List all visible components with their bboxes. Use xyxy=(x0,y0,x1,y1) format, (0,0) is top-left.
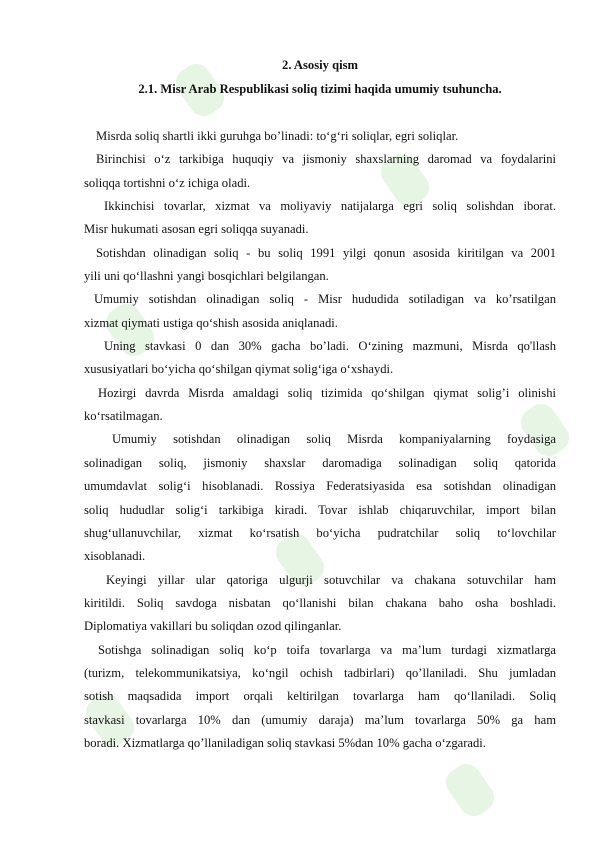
text-line: Misrda soliq shartli ikki guruhga bo’linadi: to‘g‘ri soliqlar, egri soliqlar. xyxy=(96,129,459,143)
text-line: boradi. Xizmatlarga qo’llaniladigan soliq stavkasi 5%dan 10% gacha o‘zgaradi. xyxy=(84,735,486,750)
text-line: Keyingi yillar ular qatoriga ulgurji sotuvchilar va chakana sotuvchilar ham xyxy=(106,572,556,587)
text-line: sotish maqsadida import orqali keltirilgan tovarlarga ham qo‘llaniladi. Soliq xyxy=(84,689,556,704)
text-line: xususiyatlari bo‘yicha qo‘shilgan qiymat solig‘iga o‘xshaydi. xyxy=(84,362,394,377)
text-line: soliq hududlar solig‘i tarkibiga kiradi. Tovar ishlab chiqaruvchilar, import bilan xyxy=(84,502,556,517)
text-line: Birinchisi o‘z tarkibiga huquqiy va jismoniy shaxslarning daromad va foydalarini xyxy=(96,152,556,167)
text-line: Sotishdan olinadigan soliq - bu soliq 1991 yilgi qonun asosida kiritilgan va 2001 xyxy=(96,245,556,260)
text-line: Umumiy sotishdan olinadigan soliq Misrda kompaniyalarning foydasiga xyxy=(112,432,556,447)
text-line: Ikkinchisi tovarlar, xizmat va moliyaviy natijalarga egri soliq solishdan iborat. xyxy=(104,199,556,214)
text-line: umumdavlat solig‘i hisoblanadi. Rossiya Federatsiyasida esa sotishdan olinadigan xyxy=(84,479,556,494)
text-line: solinadigan soliq, jismoniy shaxslar daromadiga solinadigan soliq qatorida xyxy=(84,455,556,470)
text-line: (turizm, telekommunikatsiya, ko‘ngil ochish tadbirlari) qo’llaniladi. Shu jumladan xyxy=(84,665,556,680)
text-line: kiritildi. Soliq savdoga nisbatan qo‘llanishi bilan chakana baho osha boshladi. xyxy=(84,595,556,610)
text-line: Sotishga solinadigan soliq ko‘p toifa tovarlarga va ma’lum turdagi xizmatlarga xyxy=(98,642,556,657)
text-line: ko‘rsatilmagan. xyxy=(84,409,163,424)
text-line: Hozirgi davrda Misrda amaldagi soliq tizimida qo‘shilgan qiymat solig’i olinishi xyxy=(98,385,556,400)
text-line: xisoblanadi. xyxy=(84,549,146,564)
text-line: shug‘ullanuvchilar, xizmat ko‘rsatish bo‘yicha pudratchilar soliq to‘lovchilar xyxy=(84,525,556,540)
text-line: xizmat qiymati ustiga qo‘shish asosida aniqlanadi. xyxy=(84,315,338,330)
text-line: stavkasi tovarlarga 10% dan (umumiy daraja) ma’lum tovarlarga 50% ga ham xyxy=(84,712,556,727)
text-line: Misr hukumati asosan egri soliqqa suyanadi. xyxy=(84,222,309,237)
subsection-heading: 2.1. Misr Arab Respublikasi soliq tizimi haqida umumiy tsuhuncha. xyxy=(138,82,502,96)
text-line: yili uni qo‘llashni yangi bosqichlari belgilangan. xyxy=(84,269,329,284)
body-text xyxy=(84,125,556,755)
text-line: Uning stavkasi 0 dan 30% gacha bo’ladi. O‘zining mazmuni, Misrda qo'llash xyxy=(104,339,556,354)
text-line: Umumiy sotishdan olinadigan soliq - Misr hududida sotiladigan va ko’rsatilgan xyxy=(94,292,556,307)
text-line: soliqqa tortishni o‘z ichiga oladi. xyxy=(84,175,251,190)
section-heading: 2. Asosiy qism xyxy=(282,58,358,72)
text-line: Diplomatiya vakillari bu soliqdan ozod qilinganlar. xyxy=(84,619,342,634)
